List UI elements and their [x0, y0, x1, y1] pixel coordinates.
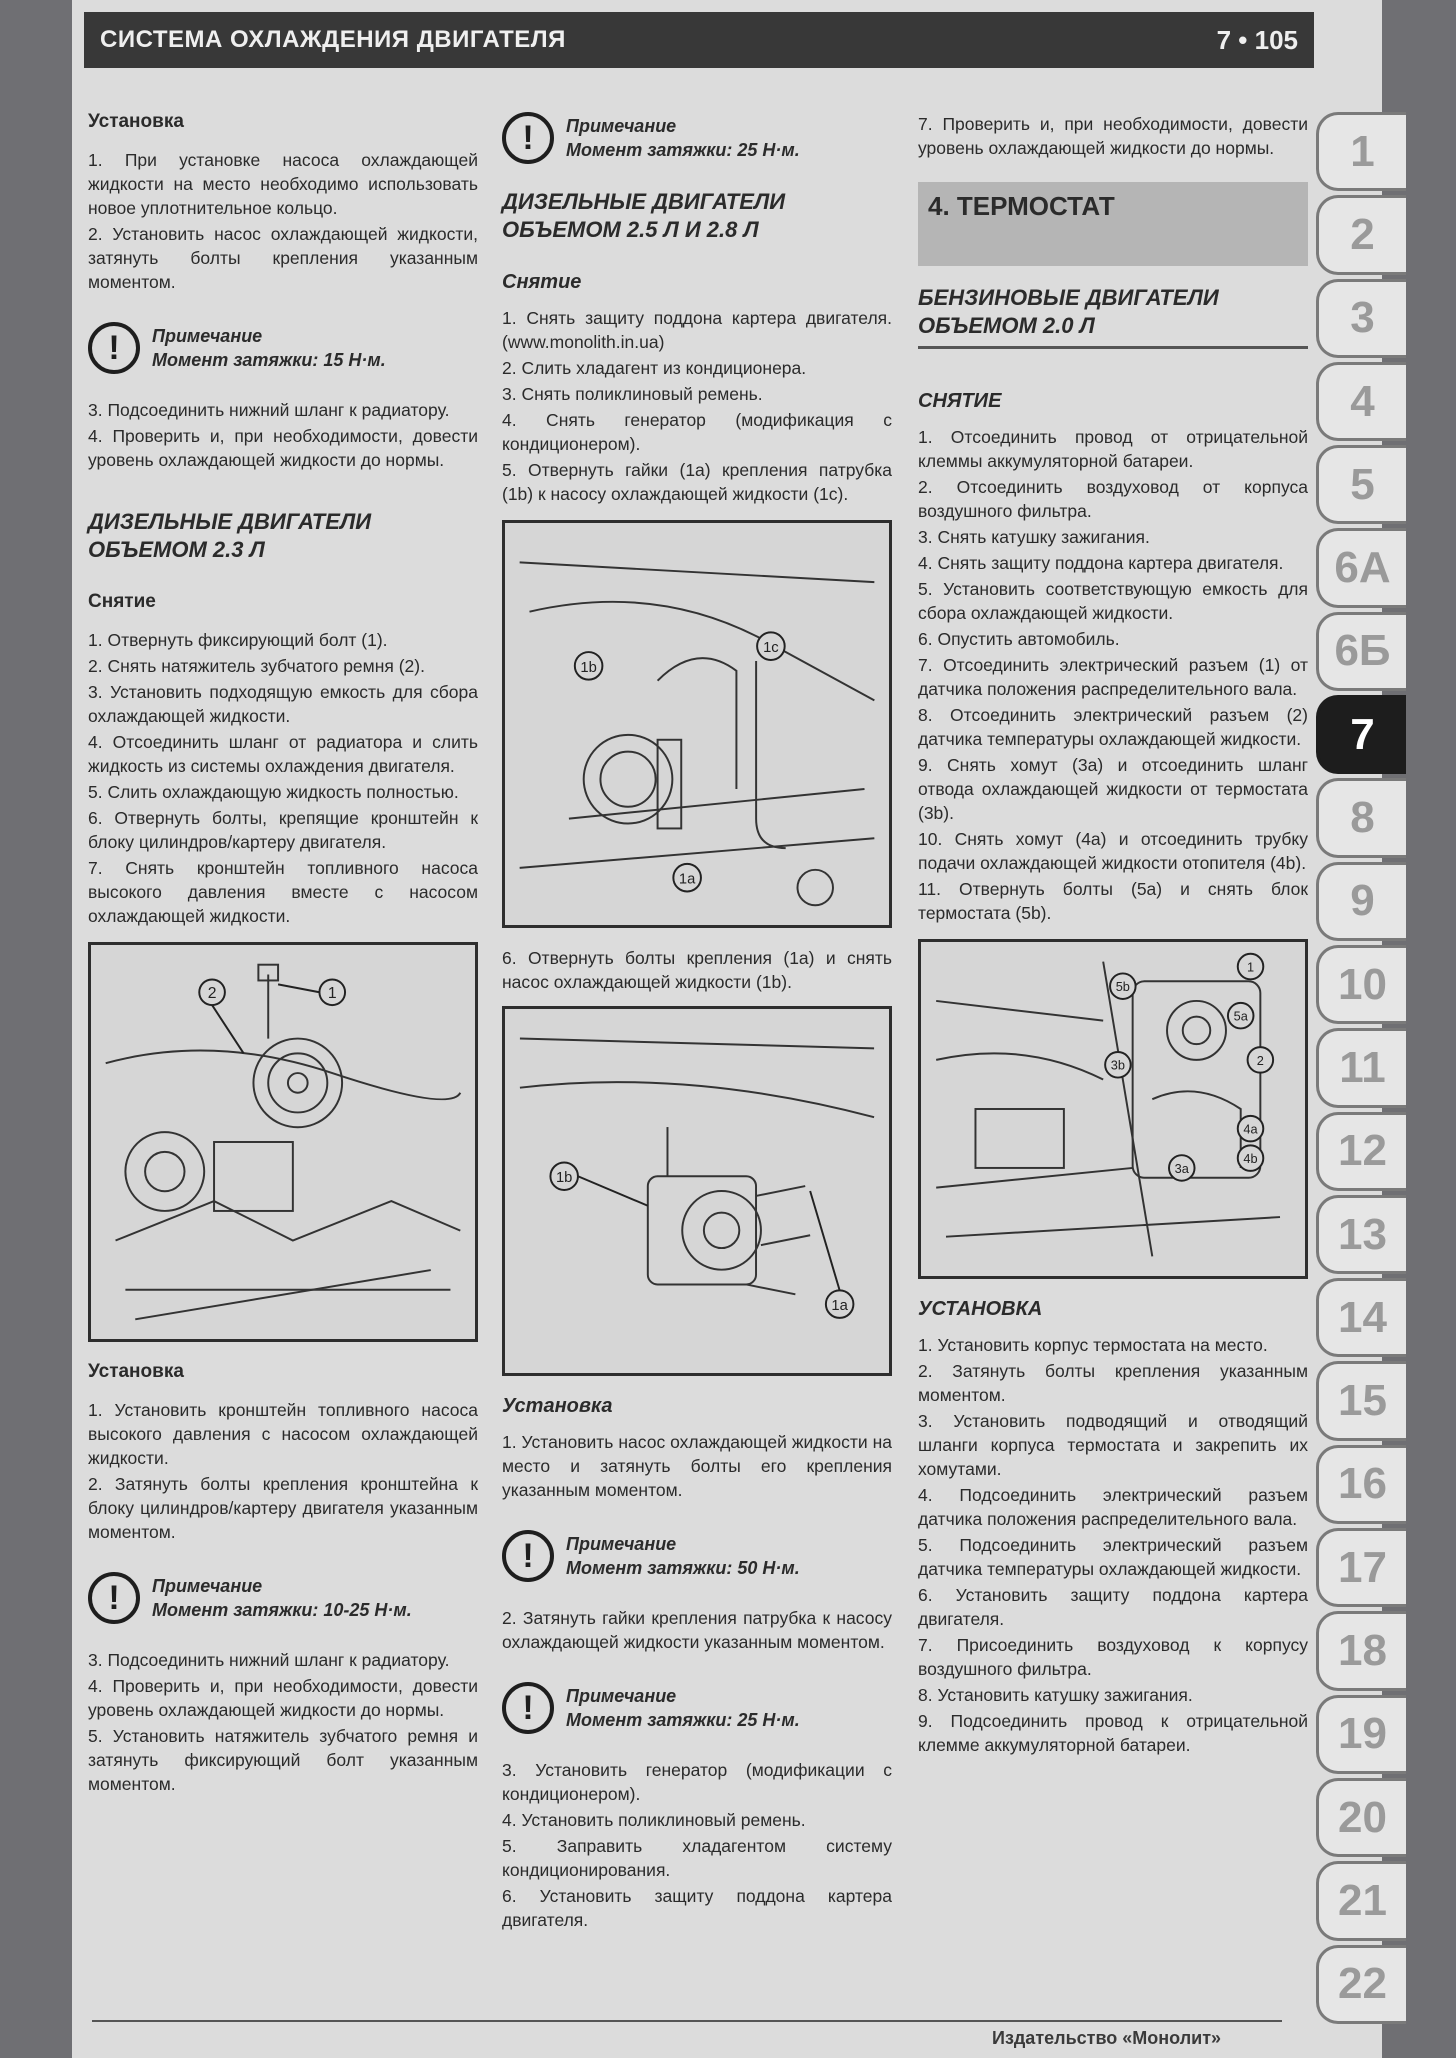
- list-item: 2. Затянуть гайки крепления патрубка к насосу охлаждающей жидкости указанным моментом.: [502, 1608, 892, 1652]
- list-item: 2. Затянуть болты крепления кронштейна к блоку цилиндров/картеру двигателя указанным моментом.: [88, 1474, 478, 1542]
- chapter-tab[interactable]: 16: [1316, 1445, 1406, 1524]
- engine-figure-3: [502, 1006, 892, 1376]
- exclamation-icon: !: [88, 1572, 140, 1624]
- chapter-tab[interactable]: 9: [1316, 862, 1406, 941]
- note-text: Момент затяжки: 50 Н·м.: [566, 1558, 800, 1578]
- list-item: 7. Отсоединить электрический разъем (1) от датчика положения распределительного вала.: [918, 655, 1308, 699]
- page-number: 7 • 105: [1216, 24, 1298, 55]
- section-heading: Установка: [502, 1395, 613, 1417]
- chapter-tab[interactable]: 12: [1316, 1112, 1406, 1191]
- chapter-tab[interactable]: 11: [1316, 1028, 1406, 1107]
- column-2: [502, 108, 892, 1934]
- figure-label: 4b: [1243, 1151, 1258, 1167]
- chapter-tab[interactable]: 18: [1316, 1611, 1406, 1690]
- pump-removal-diagram: [505, 1009, 889, 1373]
- list-item: 1. Отсоединить провод от отрицательной клеммы аккумуляторной батареи.: [918, 427, 1308, 471]
- list-item: 2. Слить хладагент из кондиционера.: [502, 358, 807, 378]
- footer-divider: [92, 2020, 1282, 2022]
- note-text: Момент затяжки: 10-25 Н·м.: [152, 1600, 412, 1620]
- chapter-tab[interactable]: 22: [1316, 1945, 1406, 2024]
- list-item: 5. Подсоединить электрический разъем датчика температуры охлаждающей жидкости.: [918, 1535, 1308, 1579]
- note-box: [502, 1682, 892, 1734]
- list-item: 6. Установить защиту поддона картера двигателя.: [918, 1585, 1308, 1629]
- section-heading: СНЯТИЕ: [918, 390, 1002, 412]
- engine-figure-4: [918, 939, 1308, 1279]
- list-item: 4. Установить поликлиновый ремень.: [502, 1810, 806, 1830]
- note-title: Примечание: [152, 1576, 263, 1596]
- paragraph: 4. Проверить и, при необходимости, довести уровень охлаждающей жидкости до нормы.: [88, 426, 478, 470]
- column-3: [918, 112, 1308, 1759]
- subsection-heading: БЕНЗИНОВЫЕ ДВИГАТЕЛИ ОБЪЕМОМ 2.0 Л: [918, 284, 1308, 349]
- figure-label: 1b: [555, 1170, 573, 1187]
- belt-tensioner-diagram: [91, 945, 475, 1339]
- list-item: 4. Проверить и, при необходимости, довести уровень охлаждающей жидкости до нормы.: [88, 1676, 478, 1720]
- list-item: 11. Отвернуть болты (5a) и снять блок термостата (5b).: [918, 879, 1308, 923]
- figure-label: 5a: [1233, 1008, 1248, 1024]
- thermostat-diagram: [921, 942, 1305, 1276]
- section-banner: 4. ТЕРМОСТАТ: [918, 182, 1308, 266]
- chapter-tab[interactable]: 10: [1316, 945, 1406, 1024]
- list-item: 4. Подсоединить электрический разъем датчика положения распределительного вала.: [918, 1485, 1308, 1529]
- list-item: 6. Отвернуть болты, крепящие кронштейн к блоку цилиндров/картеру двигателя.: [88, 808, 478, 852]
- list-item: 6. Опустить автомобиль.: [918, 629, 1120, 649]
- chapter-tab[interactable]: 21: [1316, 1861, 1406, 1940]
- list-item: 5. Установить соответствующую емкость для сбора охлаждающей жидкости.: [918, 579, 1308, 623]
- chapter-tabs: [1316, 112, 1406, 2028]
- list-item: 4. Отсоединить шланг от радиатора и слить жидкость из системы охлаждения двигателя.: [88, 732, 478, 776]
- engine-figure-2: [502, 520, 892, 928]
- section-heading: Установка: [88, 1361, 184, 1382]
- list-item: 1. Установить корпус термостата на место.: [918, 1335, 1268, 1355]
- figure-label: 1: [1246, 959, 1255, 975]
- list-item: 8. Отсоединить электрический разъем (2) датчика температуры охлаждающей жидкости.: [918, 705, 1308, 749]
- subsection-heading: ДИЗЕЛЬНЫЕ ДВИГАТЕЛИ ОБЪЕМОМ 2.3 Л: [88, 509, 372, 562]
- list-item: 5. Установить натяжитель зубчатого ремня и затянуть фиксирующий болт указанным моментом.: [88, 1726, 478, 1794]
- chapter-tab[interactable]: 6А: [1316, 528, 1406, 607]
- chapter-tab[interactable]: 20: [1316, 1778, 1406, 1857]
- note-text: Момент затяжки: 25 Н·м.: [566, 1710, 800, 1730]
- list-item: 1. Снять защиту поддона картера двигателя. (www.monolith.in.ua): [502, 308, 892, 352]
- list-item: 9. Снять хомут (3a) и отсоединить шланг отвода охлаждающей жидкости от термостата (3b).: [918, 755, 1308, 823]
- chapter-tab[interactable]: 1: [1316, 112, 1406, 191]
- chapter-tab[interactable]: 15: [1316, 1361, 1406, 1440]
- pump-hose-diagram: [505, 523, 889, 925]
- figure-label: 1c: [763, 640, 779, 657]
- list-item: 1. Отвернуть фиксирующий болт (1).: [88, 630, 388, 650]
- list-item: 6. Отвернуть болты крепления (1a) и снять насос охлаждающей жидкости (1b).: [502, 948, 892, 992]
- page-header: [84, 12, 1314, 68]
- chapter-tab[interactable]: 6Б: [1316, 612, 1406, 691]
- chapter-tab[interactable]: 3: [1316, 279, 1406, 358]
- section-heading: УСТАНОВКА: [918, 1298, 1043, 1320]
- note-box: [502, 112, 892, 164]
- list-item: 5. Отвернуть гайки (1a) крепления патрубка (1b) к насосу охлаждающей жидкости (1c).: [502, 460, 892, 504]
- chapter-tab[interactable]: 17: [1316, 1528, 1406, 1607]
- section-heading: Снятие: [88, 591, 156, 612]
- list-item: 3. Установить подходящую емкость для сбора охлаждающей жидкости.: [88, 682, 478, 726]
- note-box: [88, 322, 478, 374]
- exclamation-icon: !: [88, 322, 140, 374]
- paragraph: 2. Установить насос охлаждающей жидкости, затянуть болты крепления указанным моментом.: [88, 224, 478, 292]
- book-page: [72, 0, 1391, 2058]
- list-item: 5. Слить охлаждающую жидкость полностью.: [88, 782, 459, 802]
- section-heading: Установка: [88, 111, 184, 132]
- list-item: 10. Снять хомут (4a) и отсоединить трубку подачи охлаждающей жидкости отопителя (4b).: [918, 829, 1308, 873]
- section-heading: Снятие: [502, 271, 582, 293]
- figure-label: 5b: [1115, 979, 1130, 995]
- exclamation-icon: !: [502, 1682, 554, 1734]
- note-text: Момент затяжки: 25 Н·м.: [566, 140, 800, 160]
- list-item: 4. Снять защиту поддона картера двигателя.: [918, 553, 1284, 573]
- subsection-heading: ДИЗЕЛЬНЫЕ ДВИГАТЕЛИ ОБЪЕМОМ 2.5 Л И 2.8 Л: [502, 189, 786, 242]
- note-title: Примечание: [566, 1534, 677, 1554]
- paragraph: 3. Подсоединить нижний шланг к радиатору.: [88, 400, 450, 420]
- column-1: [88, 110, 478, 1798]
- figure-label: 2: [1256, 1052, 1264, 1068]
- chapter-tab[interactable]: 19: [1316, 1695, 1406, 1774]
- figure-label: 1a: [831, 1298, 848, 1315]
- exclamation-icon: !: [502, 112, 554, 164]
- list-item: 7. Присоединить воздуховод к корпусу воздушного фильтра.: [918, 1635, 1308, 1679]
- list-item: 3. Снять катушку зажигания.: [918, 527, 1150, 547]
- list-item: 3. Снять поликлиновый ремень.: [502, 384, 763, 404]
- list-item: 7. Снять кронштейн топливного насоса высокого давления вместе с насосом охлаждающей жидкости.: [88, 858, 478, 926]
- paragraph: 7. Проверить и, при необходимости, довести уровень охлаждающей жидкости до нормы.: [918, 114, 1308, 158]
- list-item: 2. Снять натяжитель зубчатого ремня (2).: [88, 656, 425, 676]
- chapter-tab[interactable]: 7: [1316, 695, 1406, 774]
- figure-label: 1b: [580, 659, 597, 676]
- exclamation-icon: !: [502, 1530, 554, 1582]
- list-item: 3. Подсоединить нижний шланг к радиатору.: [88, 1650, 450, 1670]
- note-box: [88, 1572, 478, 1624]
- chapter-tab[interactable]: 8: [1316, 778, 1406, 857]
- list-item: 1. Установить кронштейн топливного насоса высокого давления с насосом охлаждающей жидкости.: [88, 1400, 478, 1468]
- note-box: [502, 1530, 892, 1582]
- chapter-tab[interactable]: 5: [1316, 445, 1406, 524]
- chapter-tab[interactable]: 4: [1316, 362, 1406, 441]
- list-item: 3. Установить генератор (модификации с кондиционером).: [502, 1760, 892, 1804]
- list-item: 5. Заправить хладагентом систему кондиционирования.: [502, 1836, 892, 1880]
- figure-label: 3b: [1110, 1057, 1126, 1073]
- note-text: Момент затяжки: 15 Н·м.: [152, 350, 386, 370]
- chapter-title: СИСТЕМА ОХЛАЖДЕНИЯ ДВИГАТЕЛЯ: [100, 26, 566, 53]
- figure-label: 1a: [678, 871, 696, 888]
- list-item: 3. Установить подводящий и отводящий шланги корпуса термостата и закрепить их хомутами.: [918, 1411, 1308, 1479]
- note-title: Примечание: [566, 1686, 677, 1706]
- figure-label: 1: [327, 985, 337, 1003]
- list-item: 2. Затянуть болты крепления указанным моментом.: [918, 1361, 1308, 1405]
- list-item: 1. Установить насос охлаждающей жидкости на место и затянуть болты его крепления указанным моментом.: [502, 1432, 892, 1500]
- figure-label: 2: [207, 985, 217, 1003]
- chapter-tab[interactable]: 14: [1316, 1278, 1406, 1357]
- figure-label: 3a: [1174, 1160, 1189, 1176]
- note-title: Примечание: [566, 116, 677, 136]
- list-item: 2. Отсоединить воздуховод от корпуса воздушного фильтра.: [918, 477, 1308, 521]
- publisher-footer: Издательство «Монолит»: [992, 2028, 1222, 2048]
- note-title: Примечание: [152, 326, 263, 346]
- paragraph: 1. При установке насоса охлаждающей жидкости на место необходимо использовать новое уплотнительное кольцо.: [88, 150, 478, 218]
- list-item: 8. Установить катушку зажигания.: [918, 1685, 1193, 1705]
- engine-figure-1: [88, 942, 478, 1342]
- figure-label: 4a: [1243, 1121, 1258, 1137]
- chapter-tab[interactable]: 13: [1316, 1195, 1406, 1274]
- list-item: 9. Подсоединить провод к отрицательной клемме аккумуляторной батареи.: [918, 1711, 1308, 1755]
- list-item: 4. Снять генератор (модификация с кондиционером).: [502, 410, 892, 454]
- list-item: 6. Установить защиту поддона картера двигателя.: [502, 1886, 892, 1930]
- chapter-tab[interactable]: 2: [1316, 195, 1406, 274]
